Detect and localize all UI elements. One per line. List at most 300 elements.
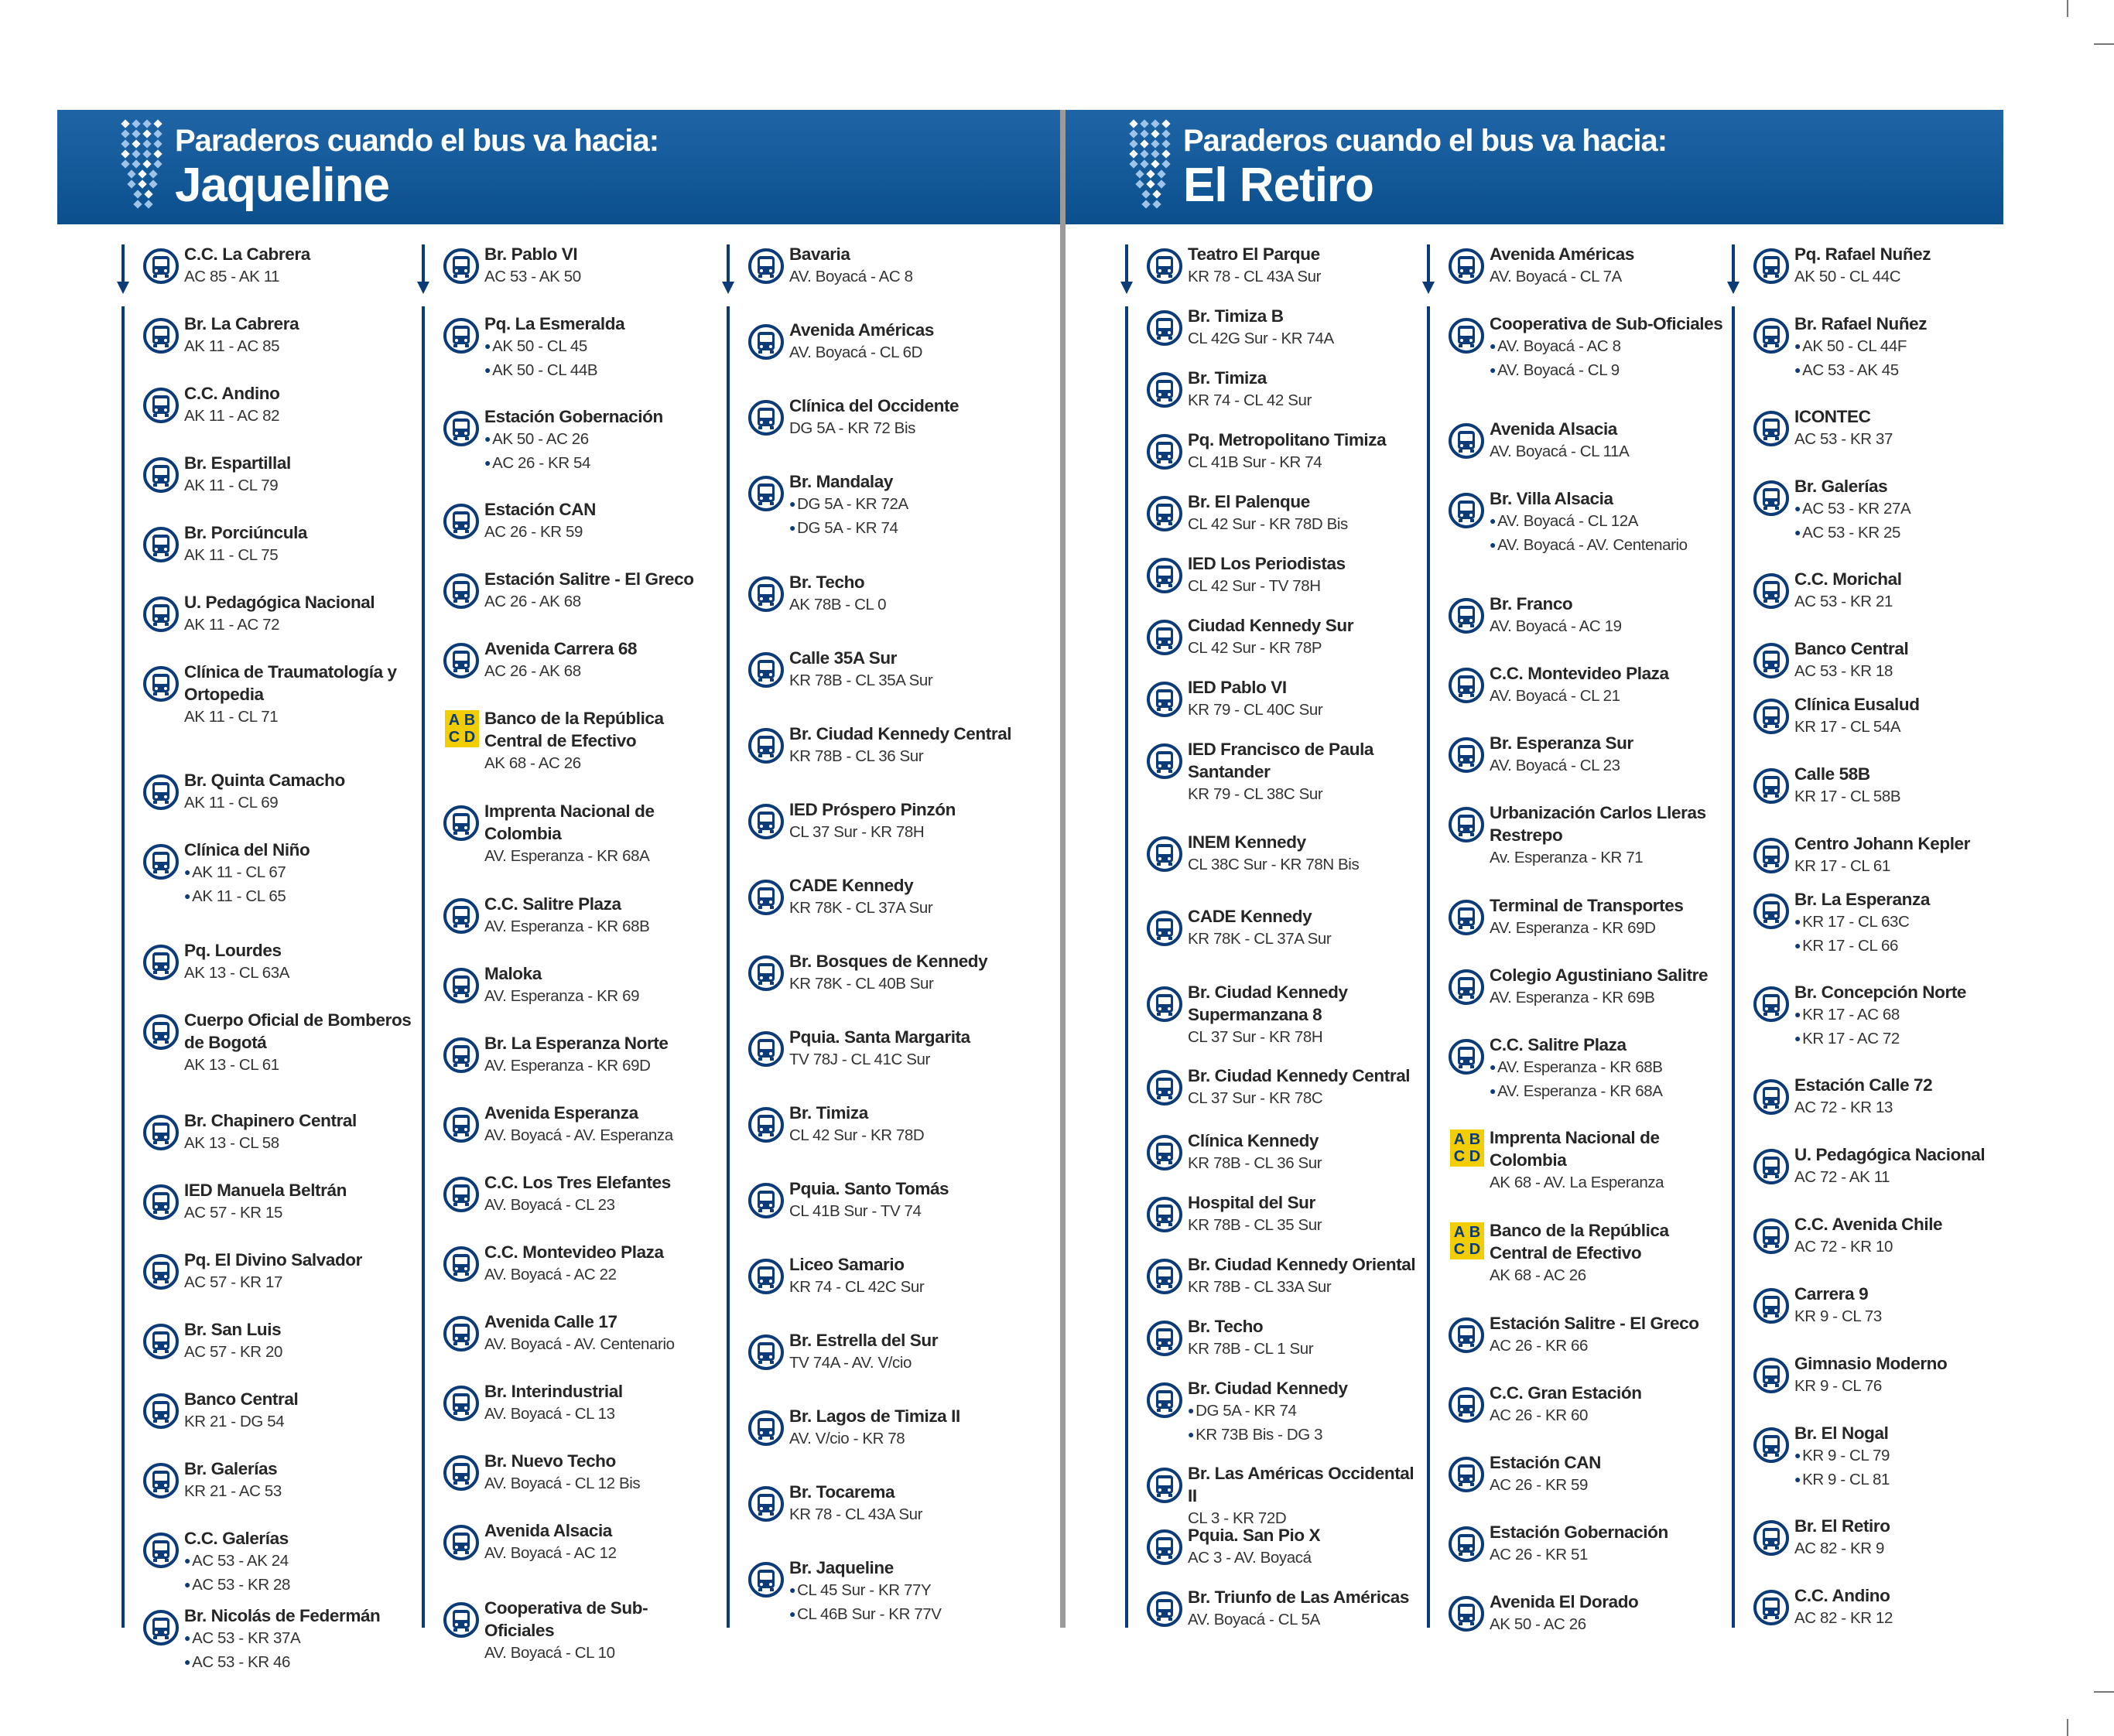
bus-stop-icon	[1146, 910, 1183, 947]
bus-stop-icon	[1146, 1069, 1183, 1106]
stop-text	[1794, 637, 2002, 682]
stop-address: CL 42 Sur - TV 78H	[1188, 577, 1321, 595]
stop-name: Br. Galerías	[184, 1459, 278, 1478]
stop-name: Estación Salitre - El Greco	[1490, 1314, 1699, 1333]
abcd-letter: C	[448, 729, 460, 746]
banner-subtitle: Paraderos cuando el bus va hacia:	[1183, 124, 1668, 158]
stop-text	[484, 1450, 715, 1495]
stop-text	[184, 1109, 415, 1154]
stop-name: Cooperativa de Sub-Oficiales	[1490, 314, 1723, 333]
stop-address: AV. Boyacá - CL 10	[484, 1644, 615, 1662]
bus-stop-icon	[142, 1253, 180, 1290]
bus-stop-icon	[1753, 837, 1790, 874]
stop-address: KR 78B - CL 35 Sur	[1188, 1216, 1322, 1234]
bus-stop-icon	[443, 503, 480, 540]
stop-address: AV. Esperanza - KR 69	[484, 987, 640, 1005]
stop-text	[184, 243, 415, 288]
stop-name: Br. Techo	[1188, 1317, 1264, 1336]
stop-address: KR 78K - CL 40B Sur	[789, 975, 934, 993]
stop-text	[1490, 964, 1728, 1009]
stop-text	[1188, 1064, 1426, 1109]
bus-stop-icon	[142, 1609, 180, 1646]
stop-name: Carrera 9	[1794, 1284, 1869, 1304]
bus-stop-icon	[443, 642, 480, 679]
stop-text	[484, 498, 715, 543]
stop-column	[413, 243, 715, 1662]
stop-text	[484, 962, 715, 1007]
stop-text	[789, 1329, 1028, 1374]
stop-address: AV. Boyacá - AV. Esperanza	[484, 1126, 673, 1144]
stop-text	[789, 395, 1028, 439]
stop-name: Estación Gobernación	[1490, 1522, 1668, 1542]
bus-stop-icon	[747, 1182, 785, 1219]
bus-stop-icon	[443, 897, 480, 935]
stop-name: C.C. Andino	[184, 384, 280, 403]
stop-text	[1188, 738, 1426, 805]
stop-text	[484, 1311, 715, 1355]
stop-text	[184, 1457, 415, 1502]
stop-address: CL 41B Sur - KR 74	[1188, 453, 1322, 471]
stop-address: AC 57 - KR 20	[184, 1343, 282, 1361]
stop-text	[1490, 313, 1728, 383]
stop-address: CL 41B Sur - TV 74	[789, 1202, 922, 1220]
stop-address: AC 53 - KR 21	[1794, 593, 1893, 610]
bus-stop-icon	[1753, 248, 1790, 285]
stop-name: Br. El Nogal	[1794, 1423, 1889, 1443]
stop-name: Br. Esperanza Sur	[1490, 733, 1633, 753]
stop-text	[184, 839, 415, 909]
stop-text	[184, 382, 415, 427]
crop-mark	[2094, 43, 2114, 45]
stop-text	[484, 637, 715, 682]
bus-stop-icon	[1146, 743, 1183, 780]
stop-name: Br. Estrella del Sur	[789, 1331, 939, 1350]
stop-column	[1418, 243, 1728, 1633]
stop-name: Pquia. Santa Margarita	[789, 1027, 970, 1047]
stop-address: AC 53 - KR 18	[1794, 662, 1893, 680]
bus-stop-icon	[747, 879, 785, 916]
bus-stop-icon	[1753, 1218, 1790, 1255]
direction-arrow-icon	[1723, 243, 1754, 297]
stop-address: AC 57 - KR 17	[184, 1273, 282, 1291]
stop-address: AV. Boyacá - CL 7A	[1490, 268, 1622, 285]
bus-stop-icon	[443, 248, 480, 285]
bus-stop-icon	[142, 843, 180, 880]
bus-stop-icon	[443, 967, 480, 1004]
bus-stop-icon	[747, 475, 785, 512]
stop-name: Br. Timiza	[789, 1103, 868, 1123]
bus-stop-icon	[1146, 495, 1183, 532]
stop-column	[1723, 243, 2002, 1628]
stop-address: ● DG 5A - KR 74	[789, 517, 1028, 541]
bus-stop-icon	[443, 1106, 480, 1143]
bus-stop-icon	[1753, 410, 1790, 447]
direction-arrow-icon	[113, 243, 144, 297]
stop-address: AC 3 - AV. Boyacá	[1188, 1549, 1312, 1567]
stop-text	[1794, 1584, 2002, 1629]
stop-address: ● AV. Esperanza - KR 68A	[1490, 1080, 1728, 1104]
stop-address: ● KR 17 - AC 68	[1794, 1003, 2002, 1027]
stop-name: Br. Villa Alsacia	[1490, 489, 1613, 508]
stop-text	[184, 1527, 415, 1598]
bus-stop-icon	[1146, 371, 1183, 408]
bus-stop-icon	[1753, 1148, 1790, 1185]
bus-stop-icon	[142, 456, 180, 494]
stop-text	[789, 1557, 1028, 1627]
stop-text	[789, 1253, 1028, 1298]
panel-divider	[1060, 110, 1066, 1628]
stop-name: Avenida Carrera 68	[484, 639, 638, 658]
panel-jaqueline	[57, 110, 1060, 1671]
stop-address: AC 72 - KR 10	[1794, 1238, 1893, 1256]
stop-text	[1794, 1515, 2002, 1560]
stop-name: C.C. Salitre Plaza	[1490, 1035, 1627, 1054]
stop-name: C.C. Morichal	[1794, 569, 1902, 589]
stop-text	[1188, 1377, 1426, 1447]
stop-text	[484, 707, 715, 774]
stop-text	[789, 571, 1028, 616]
route-line	[1125, 306, 1128, 1628]
bus-stop-icon	[1146, 248, 1183, 285]
stop-address: KR 21 - AC 53	[184, 1482, 282, 1500]
stop-column	[718, 243, 1028, 1628]
stop-text	[1490, 593, 1728, 637]
stop-name: Estación Gobernación	[484, 407, 663, 426]
stop-text	[1794, 475, 2002, 545]
stop-text	[1794, 1283, 2002, 1328]
stop-address: AK 11 - AC 85	[184, 337, 280, 355]
stop-text	[1188, 1253, 1426, 1298]
stop-address: KR 74 - CL 42C Sur	[789, 1278, 925, 1296]
abcd-letter: A	[1453, 1224, 1466, 1241]
stop-address: KR 21 - DG 54	[184, 1413, 285, 1430]
stop-text	[484, 243, 715, 288]
stop-address: ● AC 53 - AK 45	[1794, 359, 2002, 383]
stop-address: CL 42G Sur - KR 74A	[1188, 330, 1334, 347]
stop-address: AC 26 - KR 59	[1490, 1476, 1588, 1494]
bus-stop-icon	[1753, 1427, 1790, 1464]
bus-stop-icon	[1753, 1357, 1790, 1394]
stop-address: AV. Esperanza - KR 69D	[1490, 919, 1656, 937]
stop-name: Pq. El Divino Salvador	[184, 1250, 363, 1270]
stop-text	[1490, 1521, 1728, 1566]
abcd-letter: B	[464, 712, 476, 729]
stop-name: Urbanización Carlos Lleras Restrepo	[1490, 803, 1706, 845]
stop-address: TV 74A - AV. V/cio	[789, 1354, 912, 1372]
direction-arrow-icon	[1117, 243, 1148, 297]
banner	[1066, 110, 2003, 224]
stop-text	[1188, 429, 1426, 473]
bus-stop-icon	[1448, 1038, 1485, 1075]
bus-stop-icon	[747, 1410, 785, 1447]
stop-address: AC 26 - KR 51	[1490, 1546, 1588, 1563]
stop-name: Estación CAN	[484, 500, 596, 519]
bus-stop-icon	[747, 803, 785, 840]
stop-name: Br. Ciudad Kennedy Supermanzana 8	[1188, 982, 1348, 1024]
stop-name: Br. La Cabrera	[184, 314, 299, 333]
stop-address: AV. Boyacá - CL 23	[484, 1196, 615, 1214]
stop-name: Clínica del Occidente	[789, 396, 960, 415]
stop-name: Br. Concepción Norte	[1794, 982, 1967, 1002]
stop-text	[484, 568, 715, 613]
stop-text	[1794, 1422, 2002, 1492]
stop-name: Banco de la República Central de Efectivo	[1490, 1221, 1669, 1263]
stop-address: AK 11 - CL 79	[184, 477, 279, 494]
stop-address: ● KR 9 - CL 81	[1794, 1468, 2002, 1492]
stop-text	[1490, 487, 1728, 558]
stop-text	[484, 1102, 715, 1147]
stop-text	[1188, 1315, 1426, 1360]
bus-stop-icon	[1753, 1078, 1790, 1116]
stop-name: Br. Timiza B	[1188, 306, 1284, 326]
bus-stop-icon	[1753, 698, 1790, 735]
bus-stop-icon	[1753, 317, 1790, 354]
bus-stop-icon	[443, 410, 480, 447]
bus-stop-icon	[142, 1393, 180, 1430]
stop-text	[789, 470, 1028, 541]
stop-address: AC 72 - AK 11	[1794, 1168, 1890, 1186]
stop-name: IED Pablo VI	[1188, 678, 1287, 697]
bus-stop-icon	[1753, 572, 1790, 610]
stop-text	[484, 1032, 715, 1077]
stop-address: AK 11 - CL 69	[184, 794, 279, 812]
stop-address: ● AC 53 - AK 24	[184, 1550, 415, 1574]
stop-text	[1490, 1034, 1728, 1104]
stop-name: Clínica del Niño	[184, 840, 310, 859]
stop-name: Teatro El Parque	[1188, 244, 1320, 264]
stop-address: KR 78B - CL 36 Sur	[1188, 1154, 1322, 1172]
stop-address: ● AK 11 - CL 67	[184, 861, 415, 885]
stop-address: AV. Boyacá - CL 12 Bis	[484, 1475, 641, 1492]
stop-name: Avenida Américas	[1490, 244, 1635, 264]
stop-text	[1188, 831, 1426, 876]
stop-text	[1794, 1074, 2002, 1119]
bus-stop-icon	[443, 1385, 480, 1422]
stop-text	[1794, 243, 2002, 288]
stop-text	[1794, 405, 2002, 450]
stop-address: AV. Esperanza - KR 69D	[484, 1057, 651, 1075]
stop-address: AV. Boyacá - CL 5A	[1188, 1611, 1320, 1628]
stop-text	[1490, 894, 1728, 939]
bus-stop-icon	[1448, 1386, 1485, 1423]
stop-name: IED Los Periodistas	[1188, 554, 1346, 573]
bus-stop-icon	[1753, 1519, 1790, 1557]
stop-address: KR 78K - CL 37A Sur	[1188, 930, 1332, 948]
bus-stop-icon	[1146, 1196, 1183, 1233]
bus-stop-icon	[1146, 681, 1183, 718]
stop-address: ● DG 5A - KR 72A	[789, 493, 1028, 517]
stop-address: ● AK 50 - CL 44B	[484, 359, 715, 383]
crop-mark	[2067, 1719, 2068, 1736]
stop-address: AC 26 - AK 68	[484, 593, 581, 610]
bus-stop-icon	[1448, 667, 1485, 704]
stop-name: Banco Central	[184, 1389, 299, 1409]
bus-stop-icon	[142, 774, 180, 811]
stop-text	[1490, 801, 1728, 869]
stop-text	[1188, 1191, 1426, 1236]
stop-text	[789, 723, 1028, 767]
stop-name: Banco de la República Central de Efectivo	[484, 709, 664, 750]
stop-name: Br. Nuevo Techo	[484, 1451, 616, 1471]
stop-address: AK 78B - CL 0	[789, 596, 887, 613]
stop-name: Imprenta Nacional de Colombia	[1490, 1128, 1660, 1170]
stop-name: Maloka	[484, 964, 542, 983]
bus-stop-icon	[142, 1462, 180, 1499]
stop-address: AC 57 - KR 15	[184, 1204, 282, 1222]
stop-address: AV. Boyacá - CL 23	[1490, 757, 1620, 774]
bus-stop-icon	[443, 317, 480, 354]
stop-name: Br. Ciudad Kennedy Central	[789, 724, 1012, 743]
bus-stop-icon	[747, 651, 785, 689]
stop-name: Br. Tocarema	[789, 1482, 895, 1502]
abcd-letter: D	[1469, 1241, 1481, 1258]
stop-name: IED Manuela Beltrán	[184, 1181, 347, 1200]
bus-stop-icon	[1753, 1287, 1790, 1324]
stop-name: Clínica de Traumatología y Ortopedia	[184, 662, 397, 704]
stop-name: U. Pedagógica Nacional	[1794, 1145, 1986, 1164]
stop-address: Av. Esperanza - KR 71	[1490, 849, 1644, 866]
stop-name: Br. Porciúncula	[184, 523, 308, 542]
bus-stop-icon	[1448, 248, 1485, 285]
stop-address: KR 78 - CL 43A Sur	[789, 1505, 923, 1523]
stop-text	[1794, 1213, 2002, 1258]
stop-text	[1490, 1591, 1728, 1635]
stop-name: Estación Calle 72	[1794, 1075, 1933, 1095]
stop-text	[789, 319, 1028, 364]
stop-name: C.C. Avenida Chile	[1794, 1215, 1943, 1234]
bus-stop-icon	[747, 1561, 785, 1598]
bus-stop-icon	[443, 1315, 480, 1352]
stop-name: Calle 58B	[1794, 764, 1870, 784]
stop-text	[184, 661, 415, 728]
stop-text	[1188, 1524, 1426, 1569]
stop-address: KR 78B - CL 33A Sur	[1188, 1278, 1332, 1296]
bus-stop-icon	[1753, 642, 1790, 679]
stop-name: C.C. La Cabrera	[184, 244, 310, 264]
crop-mark	[2067, 0, 2068, 17]
bus-stop-icon	[1753, 480, 1790, 517]
stop-name: C.C. Montevideo Plaza	[1490, 664, 1669, 683]
stop-text	[1188, 367, 1426, 412]
bus-stop-icon	[1448, 492, 1485, 529]
stop-address: AK 68 - AC 26	[484, 754, 581, 772]
route-line	[1427, 306, 1430, 1628]
stop-address: AC 26 - KR 59	[484, 523, 583, 541]
bus-stop-icon	[1448, 806, 1485, 843]
stop-address: CL 37 Sur - KR 78H	[789, 823, 925, 841]
stop-name: Cuerpo Oficial de Bomberos de Bogotá	[184, 1010, 412, 1052]
bus-stop-icon	[747, 1106, 785, 1143]
abcd-icon	[1450, 1129, 1484, 1167]
panel-el-retiro	[1066, 110, 2003, 1633]
stop-name: Br. Ciudad Kennedy	[1188, 1379, 1348, 1398]
stop-name: CADE Kennedy	[789, 876, 914, 895]
route-line	[422, 306, 425, 1628]
stop-address: ● AC 53 - KR 37A	[184, 1627, 415, 1651]
bus-stop-icon	[443, 805, 480, 842]
stop-address: AK 50 - AC 26	[1490, 1615, 1586, 1633]
stop-address: ● KR 17 - CL 63C	[1794, 911, 2002, 935]
stop-address: ● AC 53 - KR 27A	[1794, 497, 2002, 521]
stop-name: U. Pedagógica Nacional	[184, 593, 375, 612]
stop-address: CL 42 Sur - KR 78P	[1188, 639, 1322, 657]
bus-stop-icon	[747, 323, 785, 361]
stop-text	[484, 405, 715, 476]
bus-stop-icon	[747, 1334, 785, 1371]
stop-text	[184, 769, 415, 814]
stop-text	[184, 521, 415, 566]
stop-text	[1794, 832, 2002, 877]
stop-address: KR 78 - CL 43A Sur	[1188, 268, 1322, 285]
stop-text	[1794, 763, 2002, 808]
stop-address: AC 82 - KR 12	[1794, 1609, 1893, 1627]
stop-name: Pq. Metropolitano Timiza	[1188, 430, 1387, 449]
transit-logo-icon	[1129, 119, 1174, 212]
stop-name: Br. Rafael Nuñez	[1794, 314, 1928, 333]
stop-name: Cooperativa de Sub-Oficiales	[484, 1598, 648, 1640]
stop-address: KR 78B - CL 1 Sur	[1188, 1340, 1314, 1358]
stop-text	[184, 452, 415, 497]
stop-address: AV. Boyacá - AC 19	[1490, 617, 1622, 635]
stop-address: AC 72 - KR 13	[1794, 1099, 1893, 1116]
stop-name: IED Próspero Pinzón	[789, 800, 956, 819]
stop-text	[184, 1179, 415, 1224]
stop-name: Terminal de Transportes	[1490, 896, 1684, 915]
bus-stop-icon	[1146, 1529, 1183, 1566]
stop-address: AV. Esperanza - KR 69B	[1490, 989, 1655, 1006]
bus-stop-icon	[142, 1114, 180, 1151]
stop-address: TV 78J - CL 41C Sur	[789, 1051, 930, 1068]
bus-stop-icon	[747, 1485, 785, 1522]
stop-address: CL 38C Sur - KR 78N Bis	[1188, 856, 1360, 873]
bus-stop-icon	[1448, 1595, 1485, 1632]
stop-text	[789, 874, 1028, 919]
stop-name: Br. Galerías	[1794, 477, 1888, 496]
stop-text	[184, 1388, 415, 1433]
bus-stop-icon	[142, 248, 180, 285]
bus-stop-icon	[1753, 767, 1790, 805]
stop-name: Avenida Américas	[789, 320, 935, 340]
stop-address: ● CL 45 Sur - KR 77Y	[789, 1579, 1028, 1603]
stop-name: Estación CAN	[1490, 1453, 1601, 1472]
stop-text	[484, 1171, 715, 1216]
stop-address: CL 37 Sur - KR 78H	[1188, 1028, 1323, 1046]
stop-text	[1490, 1312, 1728, 1357]
stop-address: ● CL 46B Sur - KR 77V	[789, 1603, 1028, 1627]
bus-stop-icon	[1146, 986, 1183, 1023]
stop-address: AV. Boyacá - AV. Centenario	[484, 1335, 675, 1353]
abcd-letter: A	[448, 712, 460, 729]
stop-address: AK 11 - CL 71	[184, 708, 279, 726]
stop-text	[1794, 693, 2002, 738]
abcd-letter: D	[1469, 1148, 1481, 1165]
stop-address: ● AV. Boyacá - AC 8	[1490, 335, 1728, 359]
stop-address: DG 5A - KR 72 Bis	[789, 419, 915, 437]
abcd-letter: C	[1453, 1148, 1466, 1165]
stop-address: AC 85 - AK 11	[184, 268, 280, 285]
stop-address: AK 68 - AV. La Esperanza	[1490, 1174, 1664, 1191]
stop-text	[789, 798, 1028, 843]
bus-stop-icon	[1146, 1382, 1183, 1419]
stop-name: Br. La Esperanza Norte	[484, 1034, 669, 1053]
stop-address: ● AK 11 - CL 65	[184, 885, 415, 909]
stop-name: Hospital del Sur	[1188, 1193, 1315, 1212]
bus-stop-icon	[1146, 619, 1183, 656]
bus-stop-icon	[1448, 1317, 1485, 1354]
stop-name: Br. Mandalay	[789, 472, 894, 491]
stop-name: C.C. Gran Estación	[1490, 1383, 1642, 1403]
stop-address: AK 68 - AC 26	[1490, 1266, 1586, 1284]
